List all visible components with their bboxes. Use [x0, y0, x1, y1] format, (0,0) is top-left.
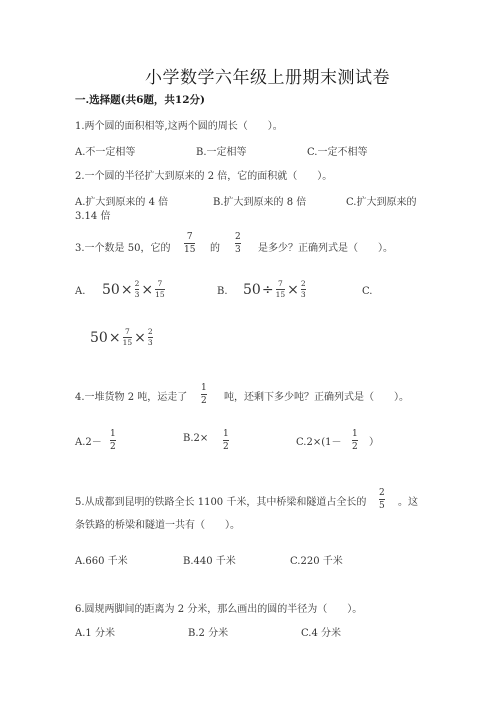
fraction: $\frac{2}{3}$ — [300, 279, 306, 299]
question-2-option-c[interactable]: C.扩大到原来的 — [346, 197, 417, 208]
question-3-option-c-expression[interactable] — [90, 328, 154, 347]
question-3-stem-of: 的 — [210, 243, 220, 254]
fraction: $\frac{7}{15}$ — [275, 279, 286, 299]
number-fifty: 50 — [102, 281, 120, 298]
multiply-sign: × — [141, 281, 154, 298]
question-3-option-c-label[interactable]: C. — [362, 286, 373, 297]
question-3-fraction-two-thirds — [235, 232, 241, 255]
multiply-sign: × — [108, 329, 121, 346]
question-6-option-c[interactable]: C.4 分米 — [301, 628, 342, 639]
question-6-option-a[interactable]: A.1 分米 — [75, 628, 115, 639]
denominator: 3 — [235, 245, 241, 255]
question-5-stem-start: 5.从成都到昆明的铁路全长 1100 千米，其中桥梁和隧道占全长的 — [75, 497, 367, 508]
denominator: 5 — [379, 501, 385, 511]
multiply-sign: × — [120, 281, 133, 298]
question-4-fraction-one-half — [201, 383, 207, 406]
question-2-stem: 2.一个圆的半径扩大到原来的 2 倍，它的面积就（ ）。 — [75, 171, 333, 182]
fraction: $\frac{2}{3}$ — [134, 279, 140, 299]
question-4-option-a-fraction: 1 2 — [110, 429, 116, 452]
question-5-option-a[interactable]: A.660 千米 — [75, 556, 128, 567]
question-5-stem-end: 条铁路的桥梁和隧道一共有（ ）。 — [75, 520, 240, 531]
question-6-option-b[interactable]: B.2 分米 — [188, 628, 229, 639]
question-1-option-a[interactable]: A.不一定相等 — [75, 147, 136, 158]
question-3-option-b-label[interactable]: B. — [217, 286, 228, 297]
question-1-option-c[interactable]: C.一定不相等 — [307, 147, 368, 158]
question-6-stem: 6.圆规两脚间的距离为 2 分米，那么画出的圆的半径为（ ）。 — [75, 604, 363, 615]
numerator: 7 — [186, 232, 193, 242]
question-3-option-b-expression[interactable] — [243, 280, 307, 299]
question-3-option-a-label[interactable]: A. — [75, 286, 86, 297]
question-2-option-a[interactable]: A.扩大到原来的 4 倍 — [75, 197, 169, 208]
question-4-stem-start: 4.一堆货物 2 吨，运走了 — [75, 392, 188, 403]
number-fifty: 50 — [243, 281, 261, 298]
number-fifty: 50 — [90, 329, 108, 346]
numerator: 2 — [235, 232, 241, 242]
fraction: $\frac{2}{3}$ — [147, 327, 153, 347]
question-3-stem-end: 是多少？正确列式是（ ）。 — [258, 243, 393, 254]
question-4-option-c[interactable]: C.2×(1－ — [296, 437, 342, 448]
question-2-option-c-continued: 3.14 倍 — [75, 211, 111, 222]
question-1-stem: 1.两个圆的面积相等,这两个圆的周长（ ）。 — [75, 121, 283, 132]
question-5-option-b[interactable]: B.440 千米 — [183, 556, 236, 567]
page-title: 小学数学六年级上册期末测试卷 — [145, 68, 390, 88]
question-3-fraction-seven-fifteenths — [184, 232, 195, 255]
denominator: 2 — [201, 396, 207, 406]
question-5-stem-mid: 。这 — [398, 497, 418, 508]
question-3-stem-start: 3.一个数是 50，它的 — [75, 243, 171, 254]
fraction: $\frac{7}{15}$ — [155, 279, 165, 299]
question-4-option-b[interactable]: B.2× — [183, 433, 209, 444]
multiply-sign: × — [134, 329, 146, 346]
question-5-option-c[interactable]: C.220 千米 — [290, 556, 343, 567]
numerator: 2 — [379, 488, 385, 498]
numerator: 1 — [201, 383, 207, 393]
fraction: $\frac{7}{15}$ — [122, 327, 133, 347]
question-1-option-b[interactable]: B.一定相等 — [196, 147, 247, 158]
divide-sign: ÷ — [261, 281, 274, 298]
question-4-option-b-fraction: 1 2 — [223, 429, 229, 452]
question-5-fraction-two-fifths — [379, 488, 385, 511]
question-2-option-b[interactable]: B.扩大到原来的 8 倍 — [213, 197, 307, 208]
multiply-sign: × — [287, 281, 299, 298]
question-4-option-c-fraction: 1 2 — [352, 429, 358, 452]
question-4-stem-end: 吨，还剩下多少吨？正确列式是（ ）。 — [224, 392, 409, 403]
denominator: 15 — [184, 245, 196, 255]
question-4-option-c-close: ） — [369, 437, 379, 448]
section-heading: 一.选择题(共6题，共12分) — [75, 94, 206, 106]
question-3-option-a-expression[interactable] — [102, 280, 166, 299]
question-4-option-a[interactable]: A.2－ — [75, 437, 102, 448]
